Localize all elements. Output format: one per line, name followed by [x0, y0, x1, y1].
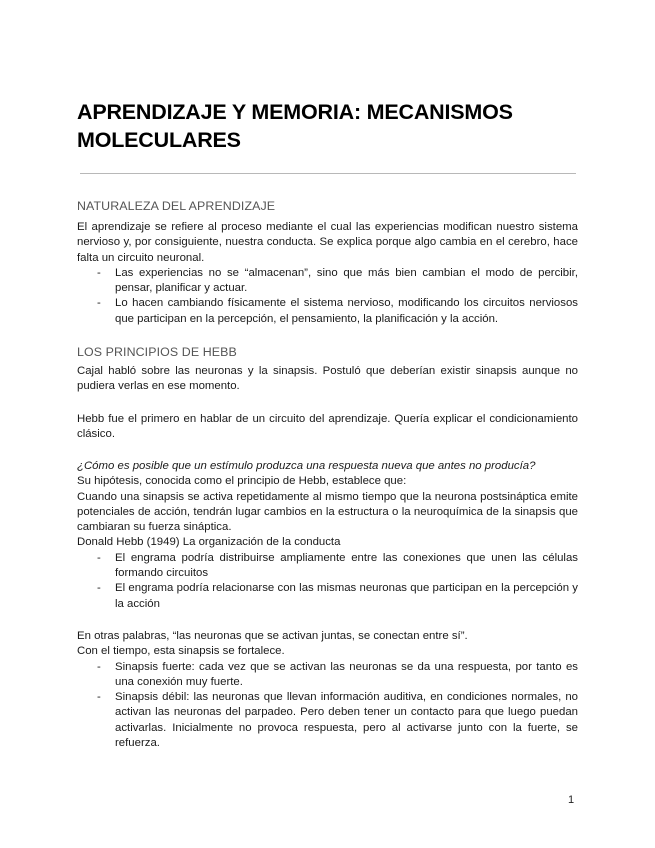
list-item	[77, 660, 578, 691]
section-hebb-body	[77, 459, 578, 612]
list-item	[77, 296, 578, 327]
hypothesis-line: Su hipótesis, conocida como el principio de Hebb, establece que:	[77, 475, 407, 488]
bullet-dash: -	[97, 297, 101, 310]
bullet-dash: -	[97, 551, 101, 564]
list-item-text: Sinapsis fuerte: cada vez que se activan las neuronas se da una respuesta, por tanto es una conexión muy fuerte.	[115, 660, 578, 688]
summary-line: Con el tiempo, esta sinapsis se fortalece.	[77, 645, 285, 658]
list-item	[77, 266, 578, 297]
bullet-dash: -	[97, 691, 101, 704]
citation-line: Donald Hebb (1949) La organización de la conducta	[77, 536, 341, 549]
list-item	[77, 551, 578, 582]
list-item-text: El engrama podría relacionarse con las mismas neuronas que participan en la percepción y la acción	[115, 582, 578, 610]
section-naturaleza-body	[77, 220, 578, 327]
page-title: APRENDIZAJE Y MEMORIA: MECANISMOS MOLECULARES	[77, 100, 513, 152]
list-item	[77, 690, 578, 751]
summary-line: En otras palabras, “las neuronas que se activan juntas, se conectan entre sí”.	[77, 630, 468, 642]
page-number: 1	[568, 794, 575, 806]
bullet-dash: -	[97, 266, 101, 279]
list-item-text: Sinapsis débil: las neuronas que llevan información auditiva, en condiciones normales, no activan las neuronas del parpadeo. Pero deben tener un contacto para que luego puedan activarlas. Inicialmente no provoca respuesta, pero al activarse junto con la fuerte, se refuerza.	[115, 691, 578, 750]
question-text: ¿Cómo es posible que un estímulo produzca una respuesta nueva que antes no producía?	[77, 460, 536, 472]
bullet-dash: -	[97, 660, 101, 673]
section-hebb-summary	[77, 629, 578, 751]
list-item	[77, 581, 578, 612]
paragraph-cajal: Cajal habló sobre las neuronas y la sinapsis. Postuló que deberían existir sinapsis aunque no pudiera verlas en ese momento.	[77, 365, 578, 393]
list-item-text: Lo hacen cambiando físicamente el sistema nervioso, modificando los circuitos nerviosos que participan en la percepción, el pensamiento, la planificación y la acción.	[115, 297, 578, 325]
paragraph-hebb: Hebb fue el primero en hablar de un circuito del aprendizaje. Quería explicar el condicionamiento clásico.	[77, 413, 578, 441]
horizontal-divider	[80, 173, 576, 174]
bullet-dash: -	[97, 582, 101, 595]
hebb-principle-text: Cuando una sinapsis se activa repetidamente al mismo tiempo que la neurona postsináptica emite potenciales de acción, tendrán lugar cambios en la estructura o la neuroquímica de la sinapsis que cambiaran su fuerza sináptica.	[77, 490, 578, 534]
list-item-text: El engrama podría distribuirse ampliamente entre las conexiones que unen las células formando circuitos	[115, 551, 578, 580]
section-heading-hebb: LOS PRINCIPIOS DE HEBB	[77, 345, 237, 359]
paragraph-intro: El aprendizaje se refiere al proceso mediante el cual las experiencias modifican nuestro sistema nervioso y, por consiguiente, nuestra conducta. Se explica porque algo cambia en el cerebro, hace falta un circuito neuronal.	[77, 221, 578, 264]
list-item-text: Las experiencias no se “almacenan”, sino que más bien cambian el modo de percibir, pensar, planificar y actuar.	[115, 266, 578, 295]
section-heading-naturaleza: NATURALEZA DEL APRENDIZAJE	[77, 199, 276, 213]
